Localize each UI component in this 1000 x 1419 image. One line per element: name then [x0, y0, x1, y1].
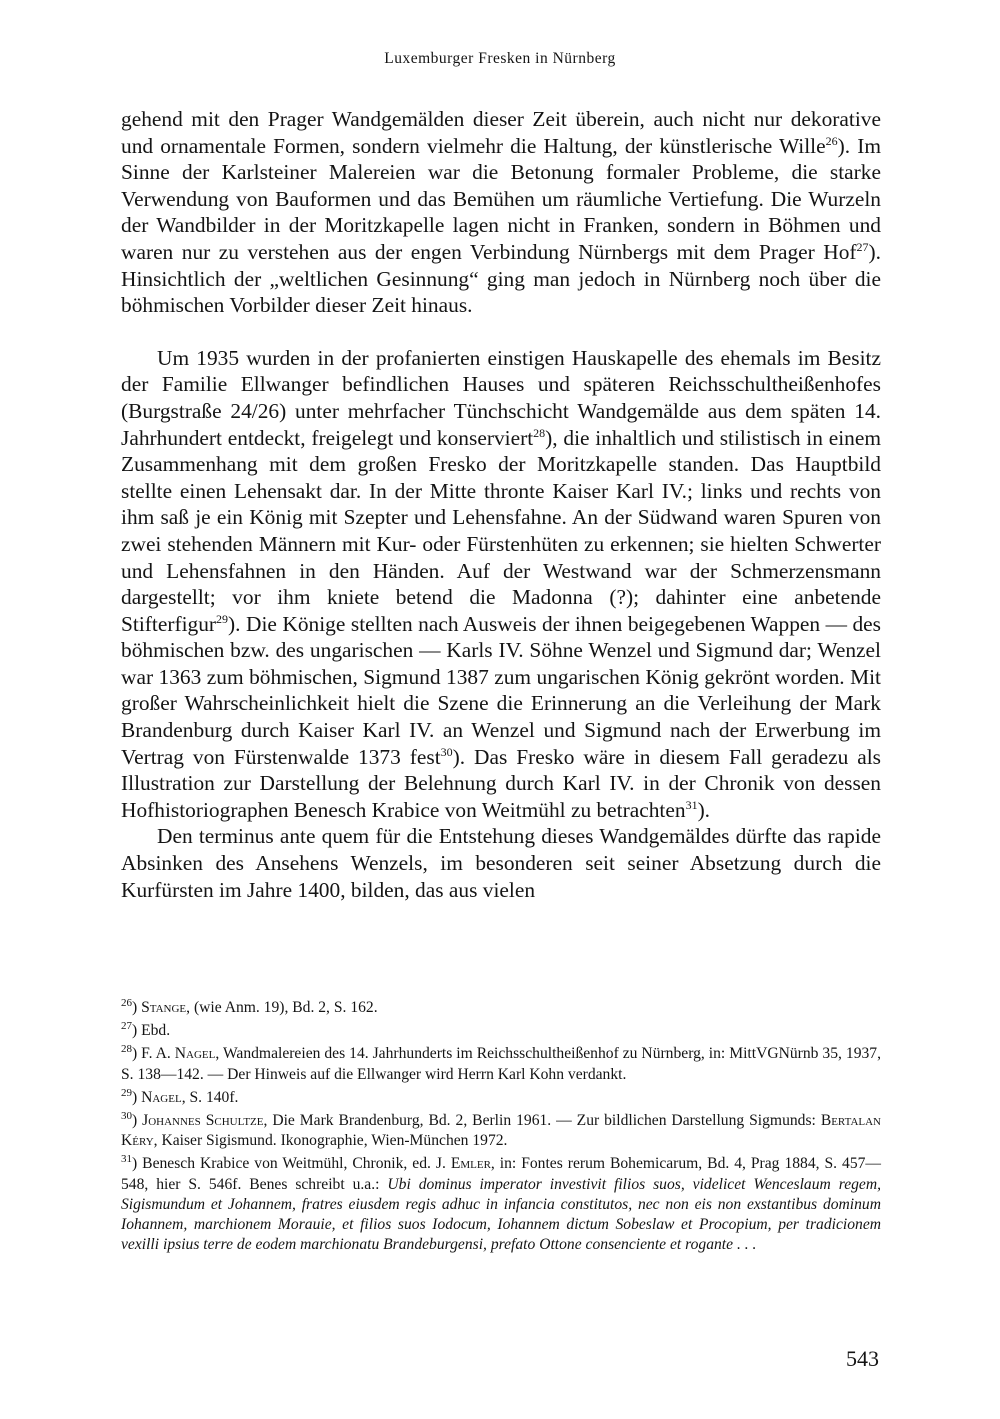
- footnote-26: $^{26}$) Stange, (wie Anm. 19), Bd. 2, S. 162.: [121, 996, 378, 1016]
- paragraph: Den terminus ante quem für die Entstehung dieses Wandgemäldes dürfte das rapide Absinken des Ansehens Wenzels, im besonderen seit seiner Absetzung durch die Kurfürsten im Jahre 1400, bilden, das aus vielen: [121, 824, 881, 902]
- page-number: 543: [846, 1346, 879, 1371]
- footnote-30: $^{30}$) Johannes Schultze, Die Mark Brandenburg, Bd. 2, Berlin 1961. — Zur bildlichen Darstellung Sigmunds: Bertalan Kéry, Kaiser Sigismund. Ikonographie, Wien-München 1972.: [121, 1109, 881, 1150]
- main-text: [121, 106, 881, 903]
- footnote-ref: 31: [685, 797, 698, 812]
- footnote-31: $^{31}$) Benesch Krabice von Weitmühl, Chronik, ed. J. Emler, in: Fontes rerum Bohemicarum, Bd. 4, Prag 1884, S. 457—548, hier S. 546f. Benes schreibt u.a.: Ubi dominus imperator investivit filios suos, videlicet Wenceslaum regem, Sigismundum et Johannem, fratres eiusdem regis adhuc in infancia constitutos, nec non eis non exstantibus dominum Iohannem, marchionem Morauie, et filios suos Iodocum, Iohannem dictum Sobeslaw et Procopium, per tradicionem vexilli ipsius terre de eodem marchionatu Brandeburgensi, prefato Ottone consenciente et rogante . . .: [121, 1153, 882, 1254]
- footnotes: [121, 998, 881, 1255]
- footnote-ref: 27: [856, 239, 869, 254]
- footnote-ref: 26: [825, 133, 838, 148]
- footnote-ref: 28: [533, 425, 546, 440]
- footnote-29: $^{29}$) Nagel, S. 140f.: [121, 1086, 239, 1106]
- running-header: Luxemburger Fresken in Nürnberg: [384, 50, 616, 67]
- footnote-27: $^{27}$) Ebd.: [121, 1020, 171, 1040]
- footnote-28: $^{28}$) F. A. Nagel, Wandmalereien des 14. Jahrhunderts im Reichsschultheißenhof zu Nürnberg, in: MittVGNürnb 35, 1937, S. 138—142. — Der Hinweis auf die Ellwanger wird Herrn Karl Kohn verdankt.: [121, 1043, 881, 1083]
- footnote-ref: 30: [440, 744, 453, 759]
- paragraph: Um 1935 wurden in der profanierten einstigen Hauskapelle des ehemals im Besitz der Familie Ellwanger befindlichen Hauses und späteren Reichsschultheißenhofes (Burgstraße 24/26) unter mehrfacher Tünchschicht Wandgemälde aus dem späten 14. Jahrhundert entdeckt, freigelegt und konserviert$^{28}$), die inhaltlich und stilistisch in einem Zusammenhang mit dem großen Fresko der Moritzkapelle standen. Das Hauptbild stellte einen Lehensakt dar. In der Mitte thronte Kaiser Karl IV.; links und rechts von ihm saß je ein König mit Szepter und Lehensfahne. An der Südwand waren Spuren von zwei stehenden Männern mit Kur- oder Fürstenhüten zu erkennen; sie hielten Schwerter und Lehensfahnen in den Händen. Auf der Westwand war der Schmerzensmann dargestellt; vor ihm kniete betend die Madonna (?); dahinter eine anbetende Stifterfigur$^{29}$). Die Könige stellten nach Ausweis der ihnen beigegebenen Wappen — des böhmischen bzw. des ungarischen — Karls IV. Söhne Wenzel und Sigmund dar; Wenzel war 1363 zum böhmischen, Sigmund 1387 zum ungarischen König gekrönt worden. Mit großer Wahrscheinlichkeit hielt die Szene die Erinnerung an die Verleihung der Mark Brandenburg durch Kaiser Karl IV. an Wenzel und Sigmund nach der Erwerbung im Vertrag von Fürstenwalde 1373 fest$^{30}$). Das Fresko wäre in diesem Fall geradezu als Illustration zur Darstellung der Belehnung durch Karl IV. in der Chronik von dessen Hofhistoriographen Benesch Krabice von Weitmühl zu betrachten$^{31}$).: [121, 345, 881, 822]
- paragraph: gehend mit den Prager Wandgemälden dieser Zeit überein, auch nicht nur dekorative und ornamentale Formen, sondern vielmehr die Haltung, der künstlerische Wille$^{26}$). Im Sinne der Karlsteiner Malereien war die Betonung formaler Probleme, die starke Verwendung von Bauformen und das Bemühen um räumliche Vertiefung. Die Wurzeln der Wandbilder in der Moritzkapelle lagen nicht in Franken, sondern in Böhmen und waren nur zu verstehen aus der engen Verbindung Nürnbergs mit dem Prager Hof$^{27}$). Hinsichtlich der „weltlichen Gesinnung“ ging man jedoch in Nürnberg noch über die böhmischen Vorbilder dieser Zeit hinaus.: [121, 107, 881, 318]
- footnote-ref: 29: [216, 611, 229, 626]
